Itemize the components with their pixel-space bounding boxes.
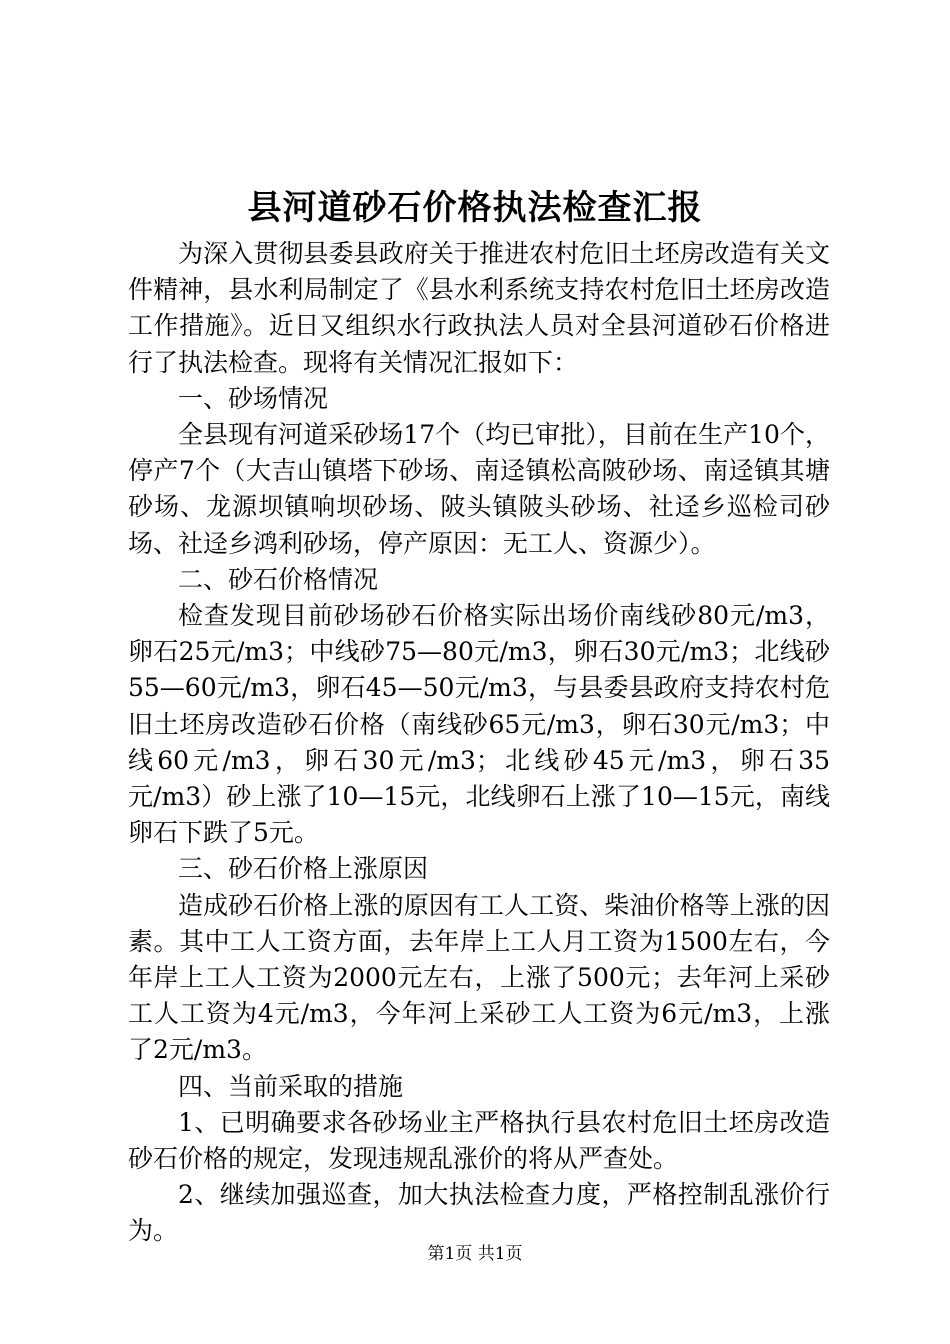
section-paragraph-3: 造成砂石价格上涨的原因有工人工资、柴油价格等上涨的因素。其中工人工资方面，去年岸上工人月工资为1500左右，今年岸上工人工资为2000元左右，上涨了500元；去年河上采砂工人工资为4元/m3，今年河上采砂工人工资为6元/m3，上涨了2元/m3。 — [128, 890, 830, 1065]
measure-item-1: 1、已明确要求各砂场业主严格执行县农村危旧土坯房改造砂石价格的规定，发现违规乱涨价的将从严查处。 — [128, 1107, 830, 1174]
document-body — [128, 236, 830, 1250]
section-heading-4: 四、当前采取的措施 — [178, 1071, 404, 1101]
section-heading-3: 三、砂石价格上涨原因 — [178, 854, 429, 884]
measure-item-2: 2、继续加强巡查，加大执法检查力度，严格控制乱涨价行为。 — [128, 1180, 830, 1246]
page-footer: 第1页 共1页 — [427, 1244, 523, 1264]
section-heading-2: 二、砂石价格情况 — [178, 564, 379, 594]
intro-paragraph: 为深入贯彻县委县政府关于推进农村危旧土坯房改造有关文件精神，县水利局制定了《县水利系统支持农村危旧土坯房改造工作措施》。近日又组织水行政执法人员对全县河道砂石价格进行了执法检查。现将有关情况汇报如下： — [128, 239, 830, 377]
section-heading-1: 一、砂场情况 — [178, 383, 329, 413]
section-paragraph-1: 全县现有河道采砂场17个（均已审批），目前在生产10个，停产7个（大吉山镇塔下砂场、南迳镇松高陂砂场、南迳镇其塘砂场、龙源坝镇响坝砂场、陂头镇陂头砂场、社迳乡巡检司砂场、社迳乡鸿利砂场，停产原因：无工人、资源少）。 — [128, 420, 830, 558]
section-paragraph-2: 检查发现目前砂场砂石价格实际出场价南线砂80元/m3，卵石25元/m3；中线砂75—80元/m3，卵石30元/m3；北线砂55—60元/m3，卵石45—50元/m3，与县委县政府支持农村危旧土坯房改造砂石价格（南线砂65元/m3，卵石30元/m3；中线60元/m3，卵石30元/m3；北线砂45元/m3，卵石35元/m3）砂上涨了10—15元，北线卵石上涨了10—15元，南线卵石下跌了5元。 — [128, 601, 830, 848]
document-title: 县河道砂石价格执法检查汇报 — [247, 188, 703, 228]
